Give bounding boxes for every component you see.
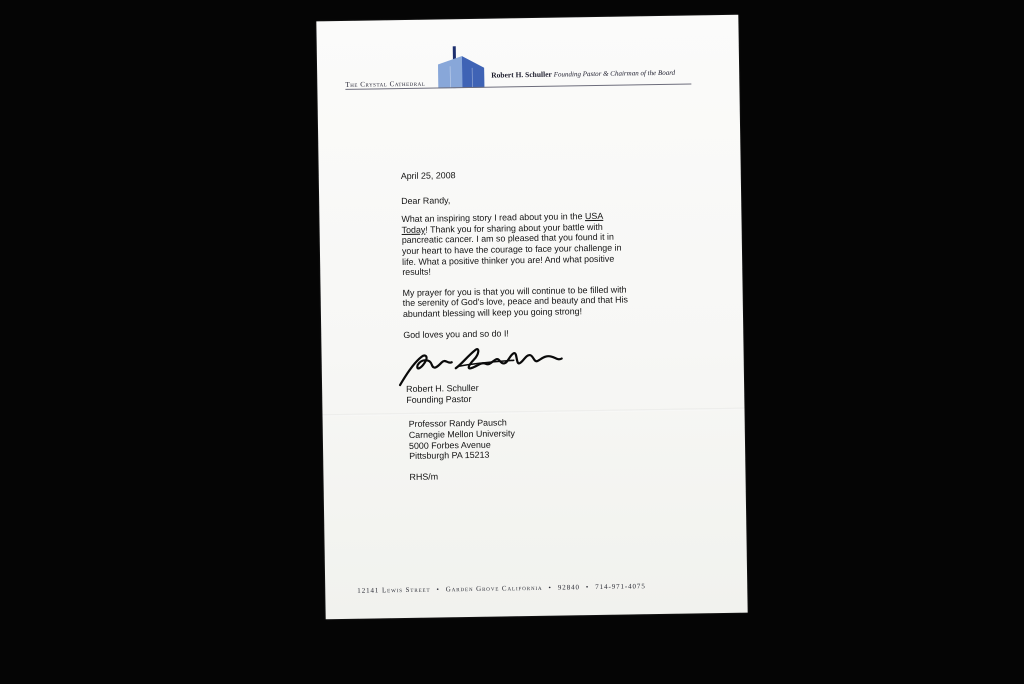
separator-dot-icon: • — [548, 583, 552, 592]
paragraph-1-line: pancreatic cancer. I am so pleased that you found it in — [401, 232, 614, 246]
recipient-address — [409, 417, 516, 462]
paragraph-1-line: life. What a positive thinker you are! And what positive — [402, 253, 615, 267]
closing-line: God loves you and so do I! — [403, 327, 509, 340]
letter-page — [316, 15, 747, 620]
paragraph-1-line: What an inspiring story I read about you in the — [401, 211, 583, 225]
recipient-institution: Carnegie Mellon University — [408, 428, 515, 440]
signer-title: Founding Pastor — [406, 393, 472, 405]
signature-block — [406, 383, 479, 406]
letterhead-sender-title: Founding Pastor & Chairman of the Board — [553, 68, 676, 79]
letter-body — [401, 167, 664, 340]
salutation: Dear Randy, — [401, 194, 451, 206]
footer-zip: 92840 — [557, 583, 580, 592]
paragraph-1-line: results! — [402, 266, 431, 278]
paragraph-2-line: My prayer for you is that you will continue to be filled with — [402, 284, 627, 298]
letterhead-sender-name: Robert H. Schuller — [491, 69, 552, 80]
paragraph-1 — [401, 210, 662, 278]
publication-name-cont: Today — [401, 224, 426, 235]
separator-dot-icon: • — [585, 583, 590, 592]
signer-name: Robert H. Schuller — [406, 382, 479, 394]
paragraph-2-line: abundant blessing will keep you going strong! — [402, 306, 583, 319]
separator-dot-icon: • — [436, 585, 440, 594]
paper-fold — [323, 408, 745, 417]
organization-name-text: The Crystal Cathedral — [345, 79, 426, 89]
recipient-street: 5000 Forbes Avenue — [408, 439, 491, 451]
paragraph-1-line: your heart to have the courage to face your challenge in — [401, 242, 622, 257]
recipient-name: Professor Randy Pausch — [408, 417, 507, 429]
footer-street: 12141 Lewis Street — [357, 585, 431, 595]
publication-name: USA — [584, 211, 604, 222]
footer-city: Garden Grove California — [445, 583, 543, 594]
paragraph-1-line: ! Thank you for sharing about your battle with — [425, 221, 603, 235]
letterhead-footer — [357, 582, 646, 595]
letterhead-sender — [491, 68, 675, 80]
paragraph-2 — [403, 284, 663, 320]
letter-date: April 25, 2008 — [400, 170, 456, 182]
reference-initials: RHS/m — [409, 471, 439, 482]
footer-phone: 714-971-4075 — [595, 582, 646, 592]
paragraph-2-line: the serenity of God's love, peace and beauty and that His — [402, 294, 629, 309]
recipient-city: Pittsburgh PA 15213 — [409, 450, 490, 462]
